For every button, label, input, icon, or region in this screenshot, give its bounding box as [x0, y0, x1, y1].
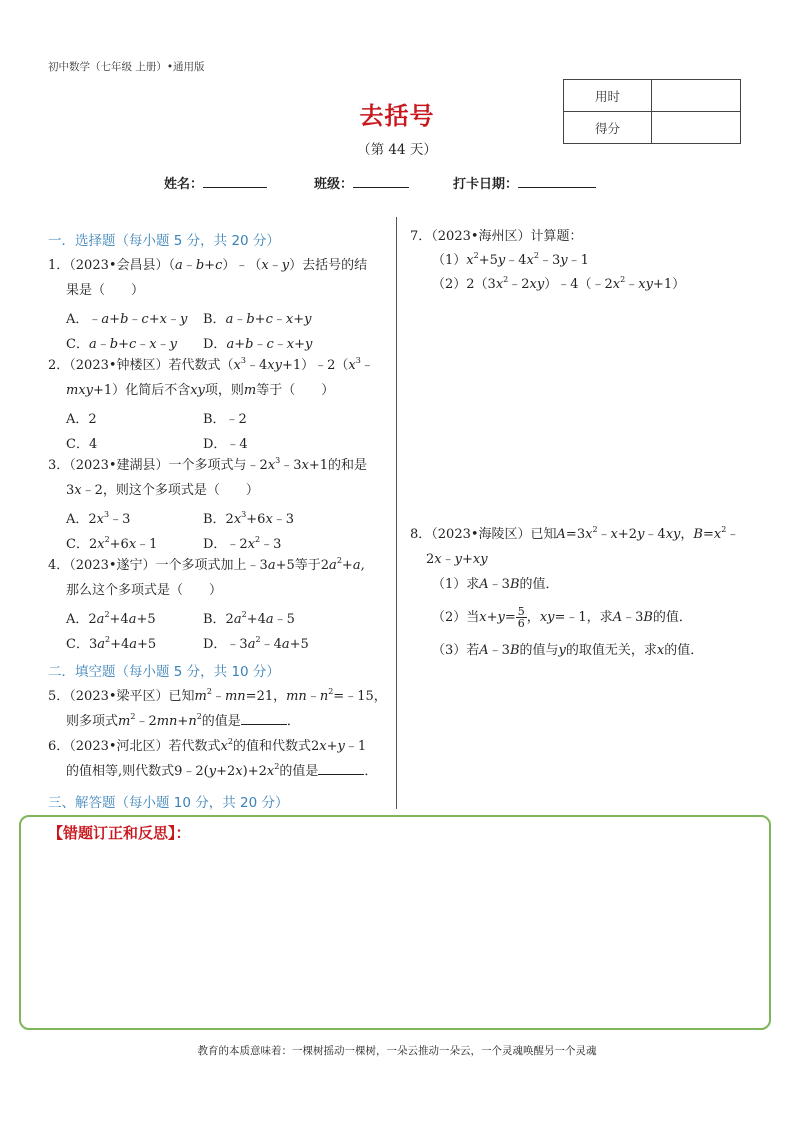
q6-mid: 的值和代数式	[232, 739, 311, 754]
date-label: 打卡日期：	[453, 177, 519, 192]
q5-prefix: 5．（2023•梁平区）已知	[48, 689, 195, 704]
question-2: 2．（2023•钟楼区）若代数式$(x^3﹣4xy+1)﹣2(x^3﹣$	[48, 356, 374, 373]
q2-option-d[interactable]: D．﹣4	[203, 437, 248, 452]
q2-line2-end: 化简后不含	[125, 383, 191, 398]
q2-prefix: 2．（2023•钟楼区）若代数式	[48, 358, 221, 373]
q8-p3-mid2: 的取值无关，求	[565, 643, 657, 658]
q1-line2: 果是（ ）	[66, 283, 145, 298]
q8-p3-mid: 的值与	[519, 643, 559, 658]
q8-part-2: （2）当x+y= $\frac{5}{6}$ ，xy=﹣1，求A﹣3B的值．	[432, 605, 692, 630]
q3-option-d[interactable]: D．$﹣2x^2﹣3$	[203, 535, 282, 552]
day-number: （第 44 天）	[357, 142, 437, 158]
q3-option-b[interactable]: B．$2x^3+6x﹣3$	[203, 510, 295, 527]
page-title: 去括号	[359, 102, 435, 130]
q7-p2-label: （2）	[432, 277, 467, 292]
q6-answer-blank[interactable]	[318, 763, 364, 775]
q5-answer-blank[interactable]	[241, 713, 287, 725]
score-label: 得分	[564, 112, 652, 144]
score-cell[interactable]	[652, 112, 741, 144]
q8-p2-end: 的值．	[652, 610, 692, 625]
q8-p2-label: （2）当	[432, 610, 480, 625]
q4-option-d[interactable]: D．$﹣3a^2﹣4a+5$	[203, 635, 309, 652]
q5-period: ．	[286, 714, 300, 729]
q5-line2: 则多项式$m^2﹣2mn+n^2$的值是 ．	[66, 712, 300, 729]
section-choice-heading: 一．选择题（每小题 5 分，共 20 分）	[48, 233, 280, 249]
q4-prefix: 4．（2023•遂宁）一个多项式加上	[48, 558, 247, 573]
q5-line2b: 的值是	[201, 714, 241, 729]
q6-line2b: 的值是	[279, 764, 319, 779]
question-8: 8．（2023•海陵区）已知$A=3x^2﹣x+2y﹣4xy$，$B=x^2﹣$	[410, 525, 740, 542]
q7-part-2: $(2)2(3x^2﹣2xy)﹣4(﹣2x^2﹣xy+1)$	[432, 275, 686, 292]
date-blank[interactable]	[518, 175, 596, 188]
question-4: 4．（2023•遂宁）一个多项式加上﹣3a+5等于$2a^2+a$,	[48, 556, 365, 573]
q3-mid: 的和是	[328, 458, 368, 473]
q8-p1-end: 的值．	[519, 577, 559, 592]
q6-prefix: 6．（2023•河北区）若代数式	[48, 739, 221, 754]
review-box-title: 【错题订正和反思】：	[48, 824, 191, 842]
q7-p1-label: （1）	[432, 253, 467, 268]
class-label: 班级：	[314, 177, 354, 192]
class-field	[314, 173, 409, 192]
fraction-five-sixths	[516, 606, 527, 629]
q1-option-d[interactable]: D．a+b﹣c﹣x+y	[203, 337, 313, 352]
frac-denominator: 6	[517, 617, 525, 630]
q1-stem-end: 去括号的结	[302, 258, 368, 273]
question-6: 6．（2023•河北区）若代数式$x^2$的值和代数式2x+y﹣1	[48, 737, 367, 754]
q8-p1-label: （1）求	[432, 577, 480, 592]
q7-part-1: $(1)x^2+5y﹣4x^2﹣3y﹣1$	[432, 251, 589, 268]
q3-line2: 3x﹣2，则这个多项式是（ ）	[66, 483, 259, 498]
class-blank[interactable]	[353, 175, 409, 188]
footer-motto: 教育的本质意味着：一棵树摇动一棵树，一朵云推动一朵云，一个灵魂唤醒另一个灵魂	[197, 1045, 597, 1057]
question-7: 7．（2023•海州区）计算题：	[410, 229, 583, 244]
q2-line2-tail2: 等于（ ）	[256, 383, 335, 398]
name-field	[164, 173, 267, 192]
q3-option-c[interactable]: C．$2x^2+6x﹣1$	[66, 535, 158, 552]
q2-option-a[interactable]: A．2	[66, 412, 97, 427]
q8-part-3: （3）若A﹣3B的值与y的取值无关，求x的值．	[432, 643, 704, 658]
q4-option-a[interactable]: A．$2a^2+4a+5$	[66, 610, 156, 627]
q4-mid: 等于	[294, 558, 321, 573]
q8-line2: 2x﹣y+xy	[426, 552, 488, 567]
review-box[interactable]	[19, 815, 771, 1030]
q3-prefix: 3．（2023•建湖县）一个多项式与	[48, 458, 247, 473]
q2-option-c[interactable]: C．4	[66, 437, 98, 452]
question-3: 3．（2023•建湖县）一个多项式与$﹣2x^3﹣3x+1$的和是	[48, 456, 368, 473]
q2-line2: mxy+1）化简后不含xy项，则m等于（ ）	[66, 383, 335, 398]
q1-prefix: 1．（2023•会昌县）	[48, 258, 169, 273]
q8-part-1: （1）求A﹣3B的值．	[432, 577, 559, 592]
q4-line2: 那么这个多项式是（ ）	[66, 583, 223, 598]
q8-p2-mid: ，求	[586, 610, 613, 625]
frac-numerator: 5	[517, 605, 525, 618]
score-table	[563, 79, 741, 144]
question-5: 5．（2023•梁平区）已知$m^2﹣mn=21$，$mn﹣n^2=﹣15$，	[48, 687, 387, 704]
question-1: 1．（2023•会昌县）（a﹣b+c）﹣（x﹣y）去括号的结	[48, 258, 368, 273]
date-field	[453, 173, 596, 192]
q4-option-c[interactable]: C．$3a^2+4a+5$	[66, 635, 157, 652]
q8-p3-label: （3）若	[432, 643, 480, 658]
section-answer-heading: 三、解答题（每小题 10 分，共 20 分）	[48, 795, 289, 811]
q4-option-b[interactable]: B．$2a^2+4a﹣5$	[203, 610, 295, 627]
q1-option-b[interactable]: B．a﹣b+c﹣x+y	[203, 312, 312, 327]
time-cell[interactable]	[652, 80, 741, 112]
column-divider	[396, 217, 397, 809]
q2-line2-tail: 项，则	[204, 383, 244, 398]
q2-option-b[interactable]: B．﹣2	[203, 412, 247, 427]
q3-line2-end: ，则这个多项式是（ ）	[102, 483, 259, 498]
q1-option-a[interactable]: A．﹣a+b﹣c+x﹣y	[66, 312, 188, 327]
q5-line2a: 则多项式	[66, 714, 119, 729]
q8-prefix: 8．（2023•海陵区）已知	[410, 527, 557, 542]
q8-p3-end: 的值．	[664, 643, 704, 658]
name-blank[interactable]	[203, 175, 267, 188]
section-fill-heading: 二．填空题（每小题 5 分，共 10 分）	[48, 664, 280, 680]
name-label: 姓名：	[164, 177, 204, 192]
q6-line2: 的值相等,则代数式$9﹣2(y+2x)+2x^2$的值是 ．	[66, 762, 378, 779]
q1-option-c[interactable]: C．a﹣b+c﹣x﹣y	[66, 337, 177, 352]
course-note: 初中数学（七年级 上册）•通用版	[48, 61, 205, 73]
q6-period: ．	[364, 764, 378, 779]
q3-option-a[interactable]: A．$2x^3﹣3$	[66, 510, 131, 527]
time-label: 用时	[564, 80, 652, 112]
q6-line2a: 的值相等,则代数式	[66, 764, 175, 779]
